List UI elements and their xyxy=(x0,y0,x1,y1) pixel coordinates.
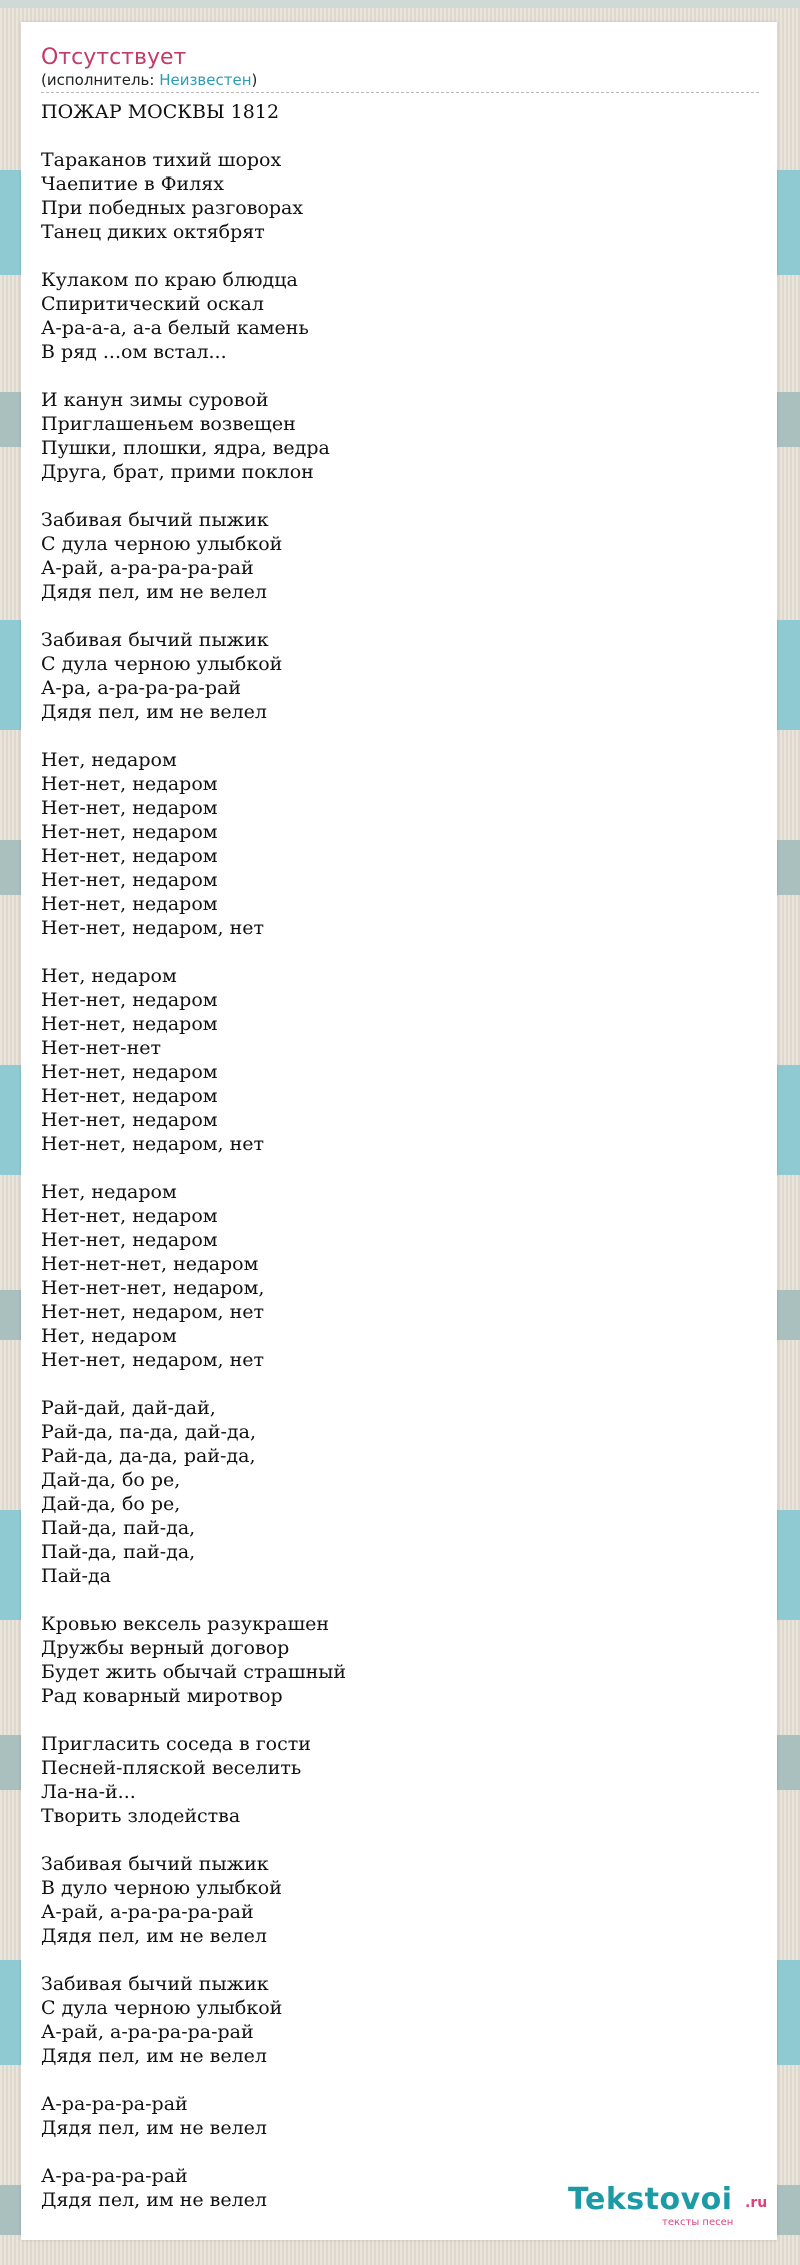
lyric-line: Пай-да, пай-да, xyxy=(41,1517,196,1539)
stanza-gap xyxy=(41,1372,346,1396)
stanza-gap xyxy=(41,124,346,148)
lyric-line: Ла-на-й... xyxy=(41,1781,136,1803)
logo-wordmark: Tekstovoi xyxy=(568,2182,733,2217)
lyric-line: Забивая бычий пыжик xyxy=(41,1853,269,1875)
lyric-line: Тараканов тихий шорох xyxy=(41,149,282,171)
lyric-line: Кровью вексель разукрашен xyxy=(41,1613,330,1635)
lyric-line: А-рай, а-ра-ра-ра-рай xyxy=(41,1901,254,1923)
lyric-line: При победных разговорах xyxy=(41,197,304,219)
lyric-line: Нет-нет, недаром xyxy=(41,821,218,843)
lyric-line: Спиритический оскал xyxy=(41,293,264,315)
lyric-line: Нет-нет, недаром xyxy=(41,1061,218,1083)
stanza-gap xyxy=(41,1948,346,1972)
lyric-line: Нет-нет, недаром, нет xyxy=(41,1133,265,1155)
lyric-line: А-ра, а-ра-ра-ра-рай xyxy=(41,677,242,699)
lyric-line: Нет-нет-нет, недаром xyxy=(41,1253,259,1275)
stanza-gap xyxy=(41,364,346,388)
artist-link[interactable]: Неизвестен xyxy=(159,71,252,89)
lyric-line: А-ра-а-а, а-а белый камень xyxy=(41,317,309,339)
lyric-line: Нет-нет, недаром xyxy=(41,893,218,915)
stanza-gap xyxy=(41,244,346,268)
lyric-line: И канун зимы суровой xyxy=(41,389,269,411)
lyric-line: Дядя пел, им не велел xyxy=(41,1925,267,1947)
lyrics-text xyxy=(41,100,346,2212)
lyric-line: А-ра-ра-ра-рай xyxy=(41,2165,188,2187)
lyric-line: Нет, недаром xyxy=(41,1325,177,1347)
lyric-line: Рай-да, па-да, дай-да, xyxy=(41,1421,256,1443)
background-stripe xyxy=(0,0,800,8)
lyric-line: С дула черною улыбкой xyxy=(41,1997,283,2019)
lyric-line: Друга, брат, прими поклон xyxy=(41,461,314,483)
lyric-line: Нет-нет, недаром xyxy=(41,1229,218,1251)
artist-line xyxy=(41,69,759,93)
stanza-gap xyxy=(41,1708,346,1732)
lyric-line: Нет-нет, недаром xyxy=(41,797,218,819)
artist-prefix: (исполнитель: xyxy=(41,71,160,89)
lyric-line: Пай-да, пай-да, xyxy=(41,1541,196,1563)
lyric-line: Пай-да xyxy=(41,1565,112,1587)
lyric-line: Пригласить соседа в гости xyxy=(41,1733,311,1755)
lyric-line: Забивая бычий пыжик xyxy=(41,1973,269,1995)
lyric-line: Нет-нет, недаром xyxy=(41,1013,218,1035)
lyric-line: Нет-нет, недаром, нет xyxy=(41,1301,265,1323)
stanza-gap xyxy=(41,2140,346,2164)
lyric-line: Нет, недаром xyxy=(41,965,177,987)
lyric-line: Дядя пел, им не велел xyxy=(41,2045,267,2067)
logo-tld: .ru xyxy=(745,2195,768,2211)
lyric-line: ПОЖАР МОСКВЫ 1812 xyxy=(41,101,280,123)
lyric-line: Дай-да, бо ре, xyxy=(41,1469,181,1491)
lyric-line: Нет-нет, недаром xyxy=(41,1085,218,1107)
lyric-line: Нет-нет-нет xyxy=(41,1037,162,1059)
lyric-line: Нет-нет-нет, недаром, xyxy=(41,1277,265,1299)
lyric-line: Дядя пел, им не велел xyxy=(41,2189,267,2211)
stanza-gap xyxy=(41,1588,346,1612)
lyric-line: А-рай, а-ра-ра-ра-рай xyxy=(41,2021,254,2043)
lyric-line: Песней-пляской веселить xyxy=(41,1757,302,1779)
lyric-line: Кулаком по краю блюдца xyxy=(41,269,298,291)
lyric-line: Рай-дай, дай-дай, xyxy=(41,1397,216,1419)
lyric-line: Нет, недаром xyxy=(41,749,177,771)
lyric-line: С дула черною улыбкой xyxy=(41,653,283,675)
lyric-line: Нет-нет, недаром, нет xyxy=(41,1349,265,1371)
lyric-line: Будет жить обычай страшный xyxy=(41,1661,347,1683)
artist-suffix: ) xyxy=(251,71,258,89)
stanza-gap xyxy=(41,604,346,628)
lyric-line: Творить злодейства xyxy=(41,1805,241,1827)
lyrics-card xyxy=(21,22,777,2240)
stanza-gap xyxy=(41,724,346,748)
lyric-line: Приглашеньем возвещен xyxy=(41,413,296,435)
lyric-line: Пушки, плошки, ядра, ведра xyxy=(41,437,330,459)
lyric-line: Нет-нет, недаром xyxy=(41,869,218,891)
lyric-line: В ряд ...ом встал... xyxy=(41,341,227,363)
lyric-line: Нет-нет, недаром xyxy=(41,1205,218,1227)
lyric-line: Забивая бычий пыжик xyxy=(41,629,269,651)
lyric-line: Чаепитие в Филях xyxy=(41,173,224,195)
lyric-line: Нет-нет, недаром, нет xyxy=(41,917,265,939)
lyric-line: Забивая бычий пыжик xyxy=(41,509,269,531)
lyric-line: Нет-нет, недаром xyxy=(41,773,218,795)
lyric-line: Дружбы верный договор xyxy=(41,1637,290,1659)
song-title: Отсутствует xyxy=(41,45,187,70)
lyric-line: Дай-да, бо ре, xyxy=(41,1493,181,1515)
lyric-line: Дядя пел, им не велел xyxy=(41,581,267,603)
lyric-line: Рай-да, да-да, рай-да, xyxy=(41,1445,256,1467)
stanza-gap xyxy=(41,1828,346,1852)
lyric-line: Дядя пел, им не велел xyxy=(41,701,267,723)
lyric-line: Рад коварный миротвор xyxy=(41,1685,283,1707)
lyric-line: С дула черною улыбкой xyxy=(41,533,283,555)
site-logo[interactable] xyxy=(547,2180,777,2230)
lyric-line: Нет-нет, недаром xyxy=(41,845,218,867)
lyric-line: Танец диких октябрят xyxy=(41,221,265,243)
stanza-gap xyxy=(41,1156,346,1180)
stanza-gap xyxy=(41,484,346,508)
lyric-line: Нет, недаром xyxy=(41,1181,177,1203)
lyric-line: А-ра-ра-ра-рай xyxy=(41,2093,188,2115)
lyric-line: В дуло черною улыбкой xyxy=(41,1877,282,1899)
lyric-line: Нет-нет, недаром xyxy=(41,989,218,1011)
stanza-gap xyxy=(41,2068,346,2092)
lyric-line: Нет-нет, недаром xyxy=(41,1109,218,1131)
lyric-line: Дядя пел, им не велел xyxy=(41,2117,267,2139)
stanza-gap xyxy=(41,940,346,964)
logo-subtitle: тексты песен xyxy=(662,2217,734,2228)
lyric-line: А-рай, а-ра-ра-ра-рай xyxy=(41,557,254,579)
